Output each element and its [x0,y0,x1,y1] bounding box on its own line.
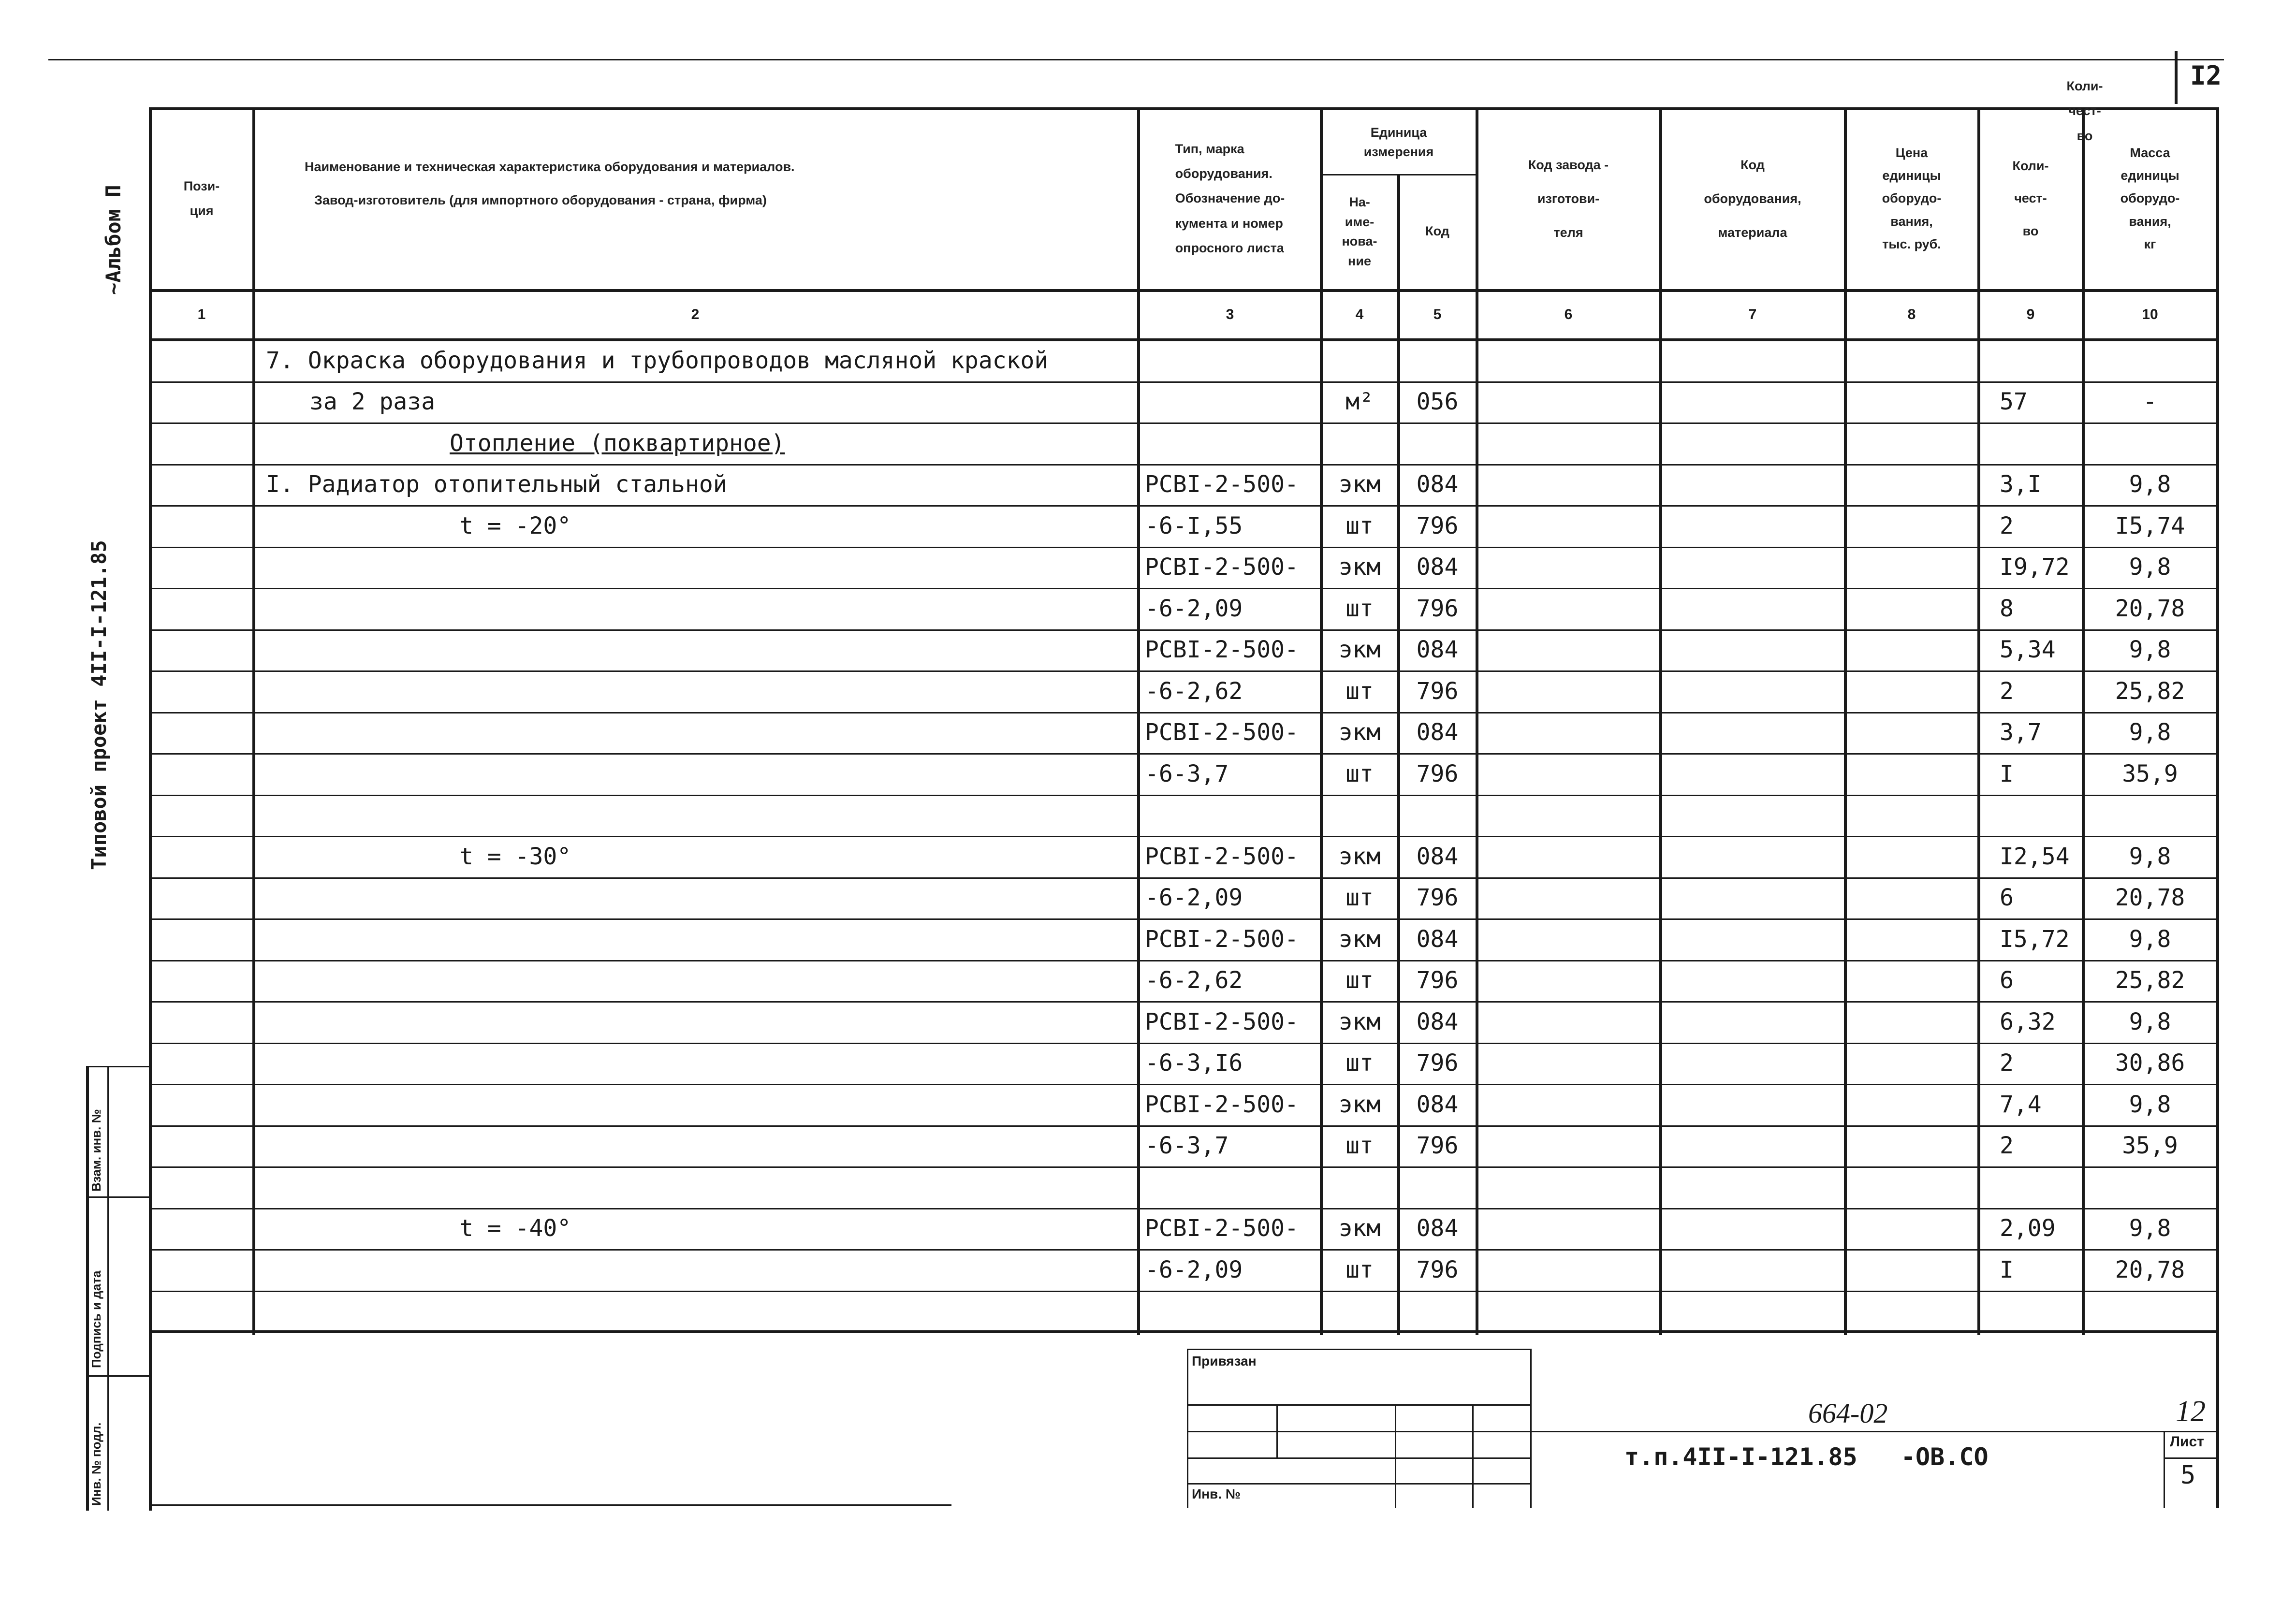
cell-mass: 9,8 [2129,1008,2171,1035]
cell-name [256,1249,1134,1291]
cell-code [1400,422,1475,464]
header-name-line1: Наименование и техническая характеристика оборудования и материалов. [305,160,795,174]
cell-mass: 35,9 [2122,760,2178,787]
cell-mass: - [2143,388,2157,416]
cell-quantity [1980,422,2081,464]
sheet-label: Лист [2170,1434,2204,1450]
cell-mass: I5,74 [2115,512,2185,539]
cell-name: t = -30° [459,843,571,870]
cell-unit [1323,340,1396,381]
cell-type: РСВI-2-500- [1145,925,1299,953]
cell-code [1400,1291,1475,1332]
cell-name [256,547,1134,588]
cell-unit: шт [1345,595,1374,622]
col-number-4: 4 [1355,306,1364,322]
cell-quantity: 3,7 [2000,719,2042,746]
cell-quantity [1980,1166,2081,1208]
cell-quantity [1980,795,2081,836]
cell-mass: 25,82 [2115,967,2185,994]
cell-type: -6-2,09 [1145,884,1243,912]
cell-type [1140,422,1319,464]
cell-mass [2085,422,2215,464]
cell-type: -6-2,09 [1145,1256,1243,1283]
cell-type: РСВI-2-500- [1145,1091,1299,1118]
cell-quantity: 6 [2000,884,2014,912]
cell-quantity: 57 [2000,388,2028,416]
stamp-strip-line-2 [86,1196,149,1198]
cell-mass: 35,9 [2122,1132,2178,1160]
cell-code: 084 [1416,1091,1459,1118]
cell-mass [2085,1166,2215,1208]
cell-mass: 20,78 [2115,884,2185,912]
cell-type: -6-3,I6 [1145,1049,1243,1077]
cell-name [256,670,1134,712]
col-number-8: 8 [1907,306,1916,322]
project-label: Типовой проект 4II-I-121.85 [87,540,111,870]
cell-code: 796 [1416,595,1459,622]
header-equipment-code: Код оборудования, материала [1704,157,1801,240]
cell-quantity: 2 [2000,1132,2014,1160]
stamp-strip-mid-line [107,1066,109,1511]
bound-box-top [1187,1349,1530,1350]
col-line-1 [252,107,255,1335]
cell-quantity: I9,72 [2000,553,2070,581]
cell-code: 084 [1416,843,1459,870]
cell-type [1140,381,1319,423]
cell-name [256,588,1134,629]
cell-type: -6-3,7 [1145,760,1229,787]
cell-mass: 20,78 [2115,1256,2185,1283]
cell-unit: шт [1345,1256,1374,1283]
cell-quantity [1980,340,2081,381]
cell-quantity: 2,09 [2000,1215,2056,1242]
cell-unit: шт [1345,512,1374,539]
bound-box-mid-2 [1395,1404,1396,1508]
col-number-9: 9 [2026,306,2035,322]
cell-code: 796 [1416,1049,1459,1077]
cell-code: 796 [1416,512,1459,539]
cell-quantity: 2 [2000,1049,2014,1077]
header-unit-group: Единица измерения [1363,125,1434,159]
bound-box-mid-1 [1276,1404,1278,1457]
cell-code: 796 [1416,967,1459,994]
stamp-signature-date: Подпись и дата [89,1270,103,1368]
cell-mass: 9,8 [2129,843,2171,870]
bound-box-left [1187,1349,1188,1508]
header-position: Пози- ция [183,178,220,218]
header-mass: Масса единицы оборудо- вания, кг [2120,145,2180,251]
stamp-strip-line-1 [86,1066,149,1067]
cell-unit: экм [1338,636,1381,664]
cell-mass [2085,1291,2215,1332]
cell-quantity: I2,54 [2000,843,2070,870]
bound-box-right [1530,1349,1532,1508]
cell-unit: экм [1338,925,1381,953]
col-number-3: 3 [1226,306,1234,322]
cell-code: 796 [1416,1256,1459,1283]
cell-unit: экм [1338,471,1381,498]
bound-box-line-2 [1187,1431,1530,1432]
cell-type [1140,340,1319,381]
inv-label: Инв. № [1192,1486,1241,1501]
cell-code [1400,340,1475,381]
cell-unit: экм [1338,1008,1381,1035]
bound-box-line-1 [1187,1404,1530,1406]
cell-name [256,960,1134,1002]
cell-mass: 9,8 [2129,553,2171,581]
cell-code: 056 [1416,388,1459,416]
sheet-number: 5 [2180,1461,2196,1490]
title-block-line [1530,1431,2217,1432]
cell-unit: шт [1345,1132,1374,1160]
cell-type: РСВI-2-500- [1145,1008,1299,1035]
cell-mass: 9,8 [2129,1215,2171,1242]
top-frame-line [48,59,2224,60]
header-price: Цена единицы оборудо- вания, тыс. руб. [1882,145,1942,251]
header-plant-code: Код завода - изготови- теля [1528,157,1609,240]
cell-code: 084 [1416,553,1459,581]
col-number-1: 1 [197,306,206,322]
header-name [256,111,1134,286]
cell-type: РСВI-2-500- [1145,636,1299,664]
cell-unit: шт [1345,760,1374,787]
header-name-line2: Завод-изготовитель (для импортного оборудования - страна, фирма) [314,193,767,208]
cell-unit: шт [1345,967,1374,994]
cell-mass: 30,86 [2115,1049,2185,1077]
col-number-6: 6 [1564,306,1573,322]
cell-mass [2085,795,2215,836]
cell-type: РСВI-2-500- [1145,471,1299,498]
cell-quantity: 5,34 [2000,636,2056,664]
cell-name [256,753,1134,795]
sheet-box-mid [2164,1457,2217,1459]
cell-name [256,1001,1134,1043]
cell-mass: 20,78 [2115,595,2185,622]
cell-quantity [1980,1291,2081,1332]
album-label: ~Альбом П [102,185,125,295]
stamp-orig-inv: Инв. № подл. [89,1422,103,1506]
col-number-7: 7 [1748,306,1757,322]
cell-type: РСВI-2-500- [1145,553,1299,581]
header-unit-code: Код [1425,224,1449,239]
header-unit-name: На- име- нова- ние [1342,195,1377,268]
handwritten-code: 664-02 [1808,1398,1888,1429]
cell-mass: 9,8 [2129,1091,2171,1118]
cell-name [256,1084,1134,1125]
cell-quantity: 3,I [2000,471,2042,498]
right-frame-line [2216,1330,2219,1508]
cell-code: 084 [1416,925,1459,953]
cell-code: 084 [1416,1215,1459,1242]
cell-type [1140,1166,1319,1208]
handwritten-sheet: 12 [2176,1395,2206,1428]
col-number-10: 10 [2142,306,2158,322]
document-code: т.п.4II-I-121.85 -ОВ.СО [1624,1443,1989,1471]
cell-mass: 25,82 [2115,677,2185,705]
cell-unit: шт [1345,884,1374,912]
bound-box-line-3 [1187,1457,1530,1459]
cell-name [256,918,1134,960]
cell-unit [1323,795,1396,836]
cell-name: 7. Окраска оборудования и трубопроводов масляной краской [266,347,1049,374]
bound-label: Привязан [1192,1354,1257,1369]
cell-quantity: I [2000,1256,2014,1283]
bottom-frame-line-left [149,1504,951,1506]
cell-mass: 9,8 [2129,719,2171,746]
cell-code: 084 [1416,636,1459,664]
cell-unit: экм [1338,1091,1381,1118]
cell-name [256,877,1134,919]
header-type: Тип, марка оборудования. Обозначение до- кумента и номер опросного листа [1175,141,1285,255]
cell-code: 796 [1416,760,1459,787]
cell-name [256,712,1134,754]
cell-name: t = -20° [459,512,571,539]
cell-code: 796 [1416,1132,1459,1160]
cell-quantity: 2 [2000,512,2014,539]
cell-name [256,795,1134,836]
sheet-top-number: I2 [2190,60,2222,91]
cell-type: -6-2,62 [1145,967,1243,994]
cell-type: -6-2,62 [1145,677,1243,705]
cell-mass: 9,8 [2129,636,2171,664]
cell-quantity: 2 [2000,677,2014,705]
cell-name [256,1291,1134,1332]
cell-name: t = -40° [459,1215,571,1242]
cell-mass: 9,8 [2129,925,2171,953]
cell-code: 084 [1416,471,1459,498]
cell-unit [1323,1291,1396,1332]
cell-name [256,1166,1134,1208]
cell-unit: экм [1338,553,1381,581]
cell-unit: шт [1345,677,1374,705]
stamp-strip-right-line [149,1066,152,1511]
col-line-7 [1844,107,1847,1335]
cell-code [1400,1166,1475,1208]
cell-unit: экм [1338,719,1381,746]
stamp-strip-line-3 [86,1375,149,1377]
cell-unit [1323,1166,1396,1208]
cell-type: РСВI-2-500- [1145,719,1299,746]
cell-mass [2085,340,2215,381]
table-row-line [149,1332,2218,1333]
header-quantity-text: Коли- чест- во [2012,158,2049,238]
cell-type: -6-2,09 [1145,595,1243,622]
cell-unit: экм [1338,843,1381,870]
cell-quantity: 6,32 [2000,1008,2056,1035]
cell-quantity: I5,72 [2000,925,2070,953]
cell-code: 796 [1416,884,1459,912]
top-right-frame-line [2175,51,2178,104]
cell-code: 796 [1416,677,1459,705]
cell-unit: шт [1345,1049,1374,1077]
sheet-box-left [2164,1431,2165,1508]
cell-name [256,1125,1134,1167]
cell-type [1140,1291,1319,1332]
cell-name [256,629,1134,671]
col-line-6 [1659,107,1662,1335]
cell-quantity: 8 [2000,595,2014,622]
cell-unit: экм [1338,1215,1381,1242]
cell-type: -6-I,55 [1145,512,1243,539]
cell-name: I. Радиатор отопительный стальной [266,471,727,498]
cell-type: -6-3,7 [1145,1132,1229,1160]
cell-type: РСВI-2-500- [1145,1215,1299,1242]
cell-unit [1323,422,1396,464]
cell-name [256,1043,1134,1084]
cell-code [1400,795,1475,836]
col-line-5 [1476,107,1478,1335]
table-top-line [149,107,2218,110]
cell-code: 084 [1416,719,1459,746]
cell-quantity: 6 [2000,967,2014,994]
cell-type [1140,795,1319,836]
stamp-replace-inv: Взам. инв. № [89,1109,103,1192]
cell-unit: м² [1345,388,1374,416]
bound-box-mid-3 [1472,1404,1474,1508]
cell-quantity: 7,4 [2000,1091,2042,1118]
cell-type: РСВI-2-500- [1145,843,1299,870]
cell-name: за 2 раза [309,388,436,416]
cell-quantity: I [2000,760,2014,787]
cell-mass: 9,8 [2129,471,2171,498]
cell-code: 084 [1416,1008,1459,1035]
col-number-5: 5 [1433,306,1442,322]
bound-box-line-4 [1187,1483,1530,1485]
col-line-10 [2216,107,2219,1335]
table-bottom-line [149,1330,2218,1332]
cell-name: Отопление (поквартирное) [450,429,785,457]
col-number-2: 2 [691,306,700,322]
